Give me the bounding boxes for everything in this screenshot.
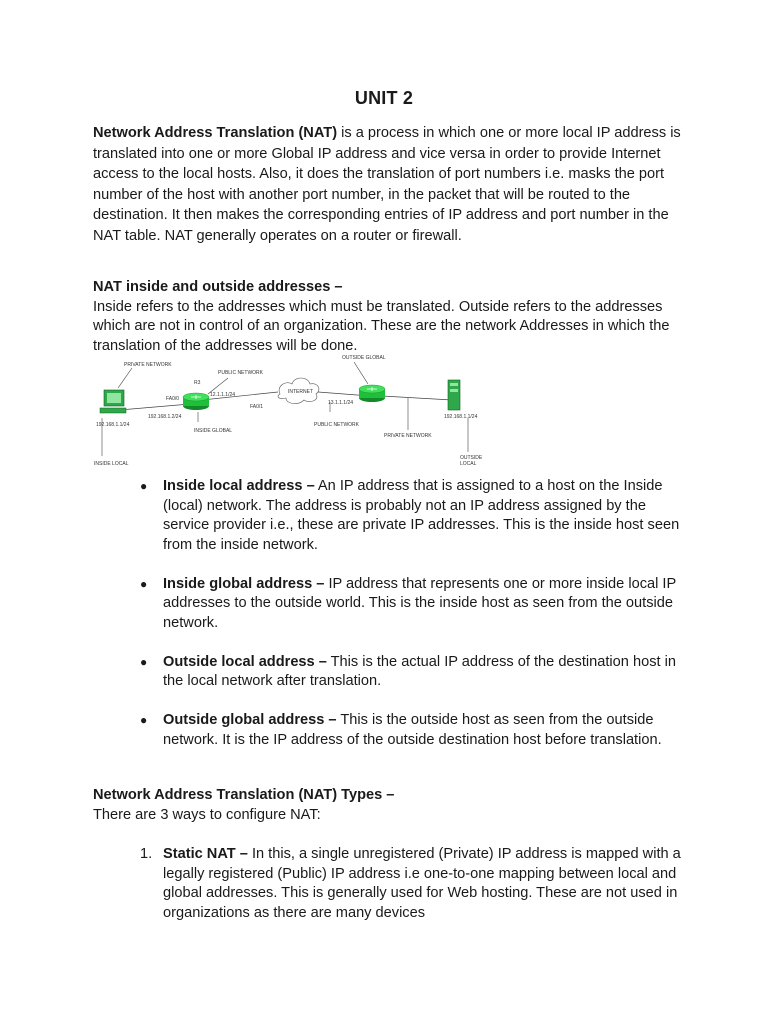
intro-text: is a process in which one or more local IP address is translated into one or more Global IP address and vice versa in order to provide Internet access to the local hosts. Also, it does the translation of port numbers i.e. masks the port number of the host with another port number, in the packet that will be routed to the destination. It then makes the corresponding entries of IP address and port number in the NAT table. NAT generally operates on a router or firewall. [93, 125, 681, 244]
list-item-term: Outside local address – [163, 653, 327, 670]
label-outside-global: OUTSIDE GLOBAL [342, 355, 386, 361]
inside-host-icon [100, 390, 126, 413]
router-r3-icon [183, 393, 209, 410]
intro-term: Network Address Translation (NAT) [93, 125, 338, 141]
addresses-text: Inside refers to the addresses which must be translated. Outside refers to the addresses which are not in control of an organization. These are the network Addresses in which the translation of the addresses will be done. [93, 298, 670, 354]
intro-paragraph [93, 123, 693, 247]
bullet-icon: ● [140, 654, 148, 669]
label-private-network-right: PRIVATE NETWORK [384, 433, 432, 439]
bullet-icon: ● [140, 713, 148, 727]
list-item-term: Outside global address – [163, 712, 337, 728]
list-item [140, 845, 685, 923]
nat-diagram [90, 352, 490, 472]
label-outside-local-2: LOCAL [460, 461, 477, 467]
label-router-ip: 12.1.1.1/24 [210, 392, 236, 398]
nat-types-list [140, 845, 685, 923]
label-outside-host-ip: 192.168.1.1/24 [444, 414, 478, 420]
label-router-inside-ip: 192.168.1.2/24 [148, 414, 182, 420]
list-item [140, 477, 685, 555]
label-internet: INTERNET [288, 389, 313, 395]
link-router-host [382, 396, 452, 400]
label-router-name: R3 [194, 380, 201, 386]
remote-router-icon [359, 385, 385, 402]
list-item-text: An IP address that is assigned to a host on the Inside (local) network. The address is probably not an IP address assigned by the service provider i.e., these are private IP addresses. This is the inside host seen from the inside network. [163, 478, 680, 553]
list-item-term: Inside global address – [163, 575, 325, 592]
outside-host-icon [448, 380, 460, 410]
list-item-text: In this, a single unregistered (Private) IP address is mapped with a legally registered (Public) IP address i.e one-to-one mapping between local and global addresses. This is generally used for Web hosting. These are not used in organizations as there are many devices [163, 846, 681, 921]
types-heading: Network Address Translation (NAT) Types – [93, 787, 395, 803]
list-item [140, 575, 685, 634]
types-section [93, 786, 693, 825]
label-inside-local: INSIDE LOCAL [94, 461, 129, 467]
list-item-text: This is the outside host as seen from the outside network. It is the IP address of the outside destination host before translation. [163, 712, 662, 748]
label-private-network-left: PRIVATE NETWORK [124, 362, 172, 368]
list-item-text: IP address that represents one or more inside local IP addresses to the outside world. This is the inside host as seen from the outside network. [163, 575, 676, 631]
label-public-network-bottom: PUBLIC NETWORK [314, 422, 360, 428]
label-fa0-1: FA0/1 [250, 404, 264, 410]
bullet-icon: ● [140, 479, 148, 493]
bullet-icon: ● [140, 576, 148, 591]
addresses-heading: NAT inside and outside addresses – [93, 279, 343, 295]
annotation-arrows [102, 362, 468, 456]
list-item [140, 653, 685, 692]
link-host-router [120, 404, 190, 410]
list-number: 1. [140, 846, 153, 862]
list-item-text: This is the actual IP address of the destination host in the local network after translation. [163, 653, 676, 689]
label-inside-host-ip: 192.168.1.1/24 [96, 422, 130, 428]
label-public-network-top: PUBLIC NETWORK [218, 370, 264, 376]
addresses-section [93, 278, 693, 356]
list-item-term: Inside local address – [163, 478, 315, 494]
label-outside-local-1: OUTSIDE [460, 455, 483, 461]
label-fa0-0: FA0/0 [166, 396, 180, 402]
page-title: UNIT 2 [354, 88, 414, 108]
address-types-list [140, 477, 685, 770]
label-remote-router-ip: 13.1.1.1/24 [328, 400, 354, 406]
types-text: There are 3 ways to configure NAT: [93, 806, 321, 823]
label-inside-global: INSIDE GLOBAL [194, 428, 233, 434]
list-item-term: Static NAT – [163, 846, 248, 862]
list-item [140, 711, 685, 750]
